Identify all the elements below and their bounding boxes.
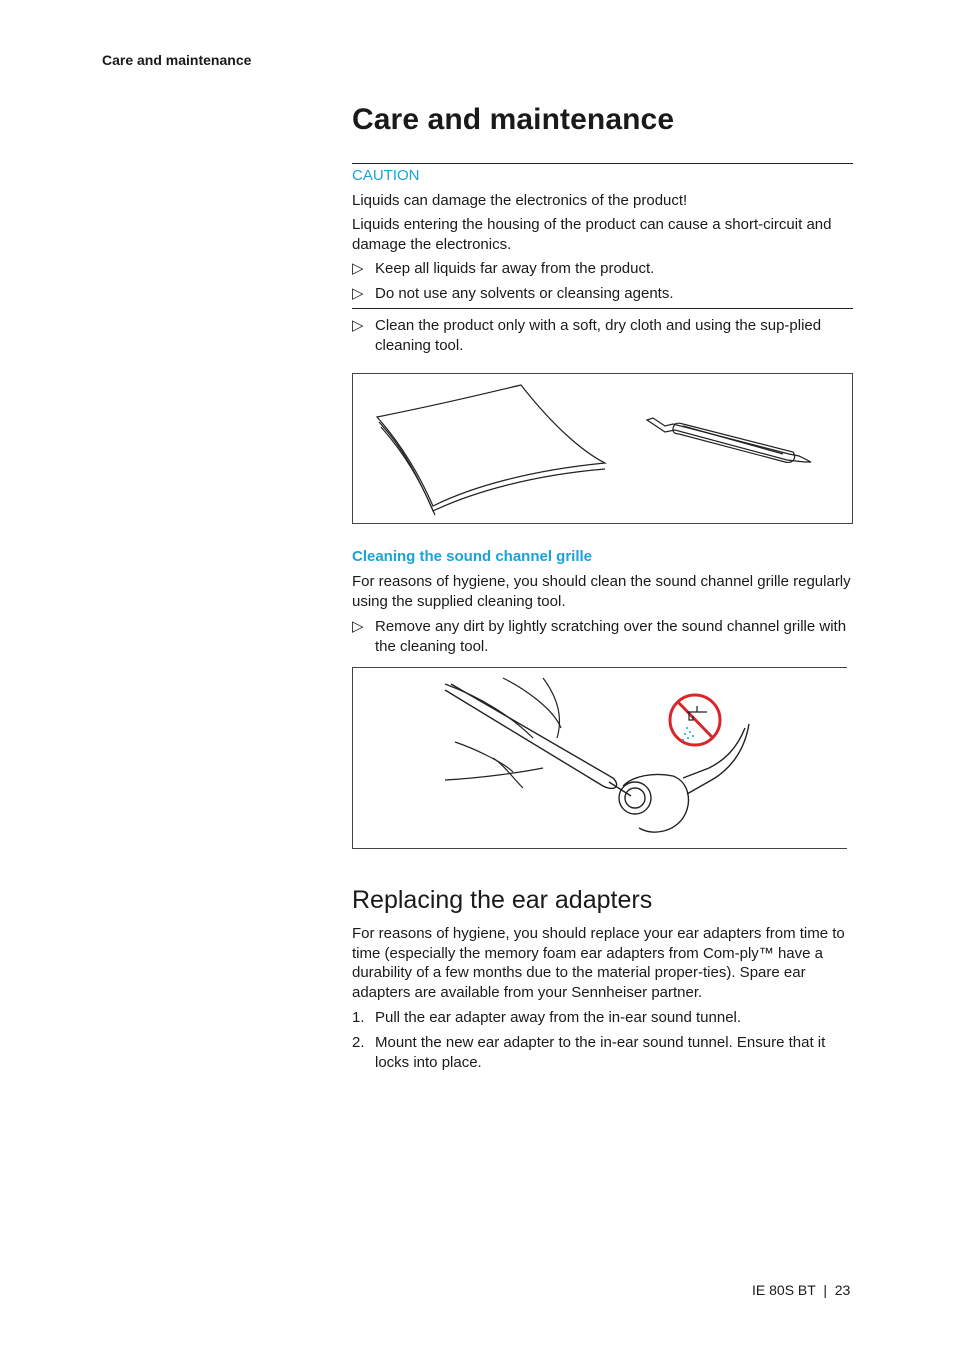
running-header: Care and maintenance — [102, 52, 252, 68]
clean-instruction — [352, 316, 853, 355]
bullet-marker: ▷ — [352, 260, 364, 277]
step-2 — [352, 1033, 853, 1072]
step-text: Pull the ear adapter away from the in-ear sound tunnel. — [375, 1009, 742, 1026]
bullet-marker: ▷ — [352, 285, 364, 302]
clean-instruction-text: Clean the product only with a soft, dry cloth and using the sup-plied cleaning tool. — [375, 317, 822, 354]
bullet-marker: ▷ — [352, 618, 364, 635]
page-title: Care and maintenance — [352, 103, 675, 136]
earphone-icon — [619, 724, 749, 832]
page-footer: IE 80S BT | 23 — [752, 1282, 851, 1298]
no-liquids-icon — [670, 695, 720, 745]
step-number: 1. — [352, 1009, 365, 1026]
caution-bullet-2 — [352, 284, 853, 304]
caution-bullet-text: Keep all liquids far away from the product. — [375, 260, 655, 277]
cleaning-tool-icon — [647, 418, 811, 462]
grille-cleaning-illustration — [352, 667, 847, 849]
caution-bullet-1 — [352, 259, 853, 279]
caution-label: CAUTION — [352, 167, 420, 184]
cloth-icon — [377, 385, 605, 515]
caution-box — [352, 163, 853, 309]
caution-line-1: Liquids can damage the electronics of the product! — [352, 192, 688, 209]
caution-line-2: Liquids entering the housing of the product can cause a short-circuit and damage the electronics. — [352, 216, 832, 253]
step-text: Mount the new ear adapter to the in-ear sound tunnel. Ensure that it locks into place. — [375, 1034, 826, 1071]
grille-instruction-text: Remove any dirt by lightly scratching over the sound channel grille with the cleaning tool. — [375, 618, 847, 655]
step-1 — [352, 1008, 853, 1028]
hand-icon — [445, 678, 561, 788]
ear-adapters-body: For reasons of hygiene, you should replace your ear adapters from time to time (especially the memory foam ear adapters from Com-ply™ have a durability of a few months due to the material proper-ties). Spare ear adapters are available from your Sennheiser partner. — [352, 925, 845, 1001]
caution-bullet-text: Do not use any solvents or cleansing agents. — [375, 285, 674, 302]
grille-instruction — [352, 617, 853, 656]
bullet-marker: ▷ — [352, 317, 364, 334]
subsection-body: For reasons of hygiene, you should clean the sound channel grille regularly using the supplied cleaning tool. — [352, 573, 851, 610]
step-number: 2. — [352, 1034, 365, 1051]
cloth-and-tool-illustration — [352, 373, 853, 524]
subsection-title: Cleaning the sound channel grille — [352, 548, 593, 565]
droplets-icon — [682, 727, 694, 741]
section-title-ear-adapters: Replacing the ear adapters — [352, 886, 653, 914]
